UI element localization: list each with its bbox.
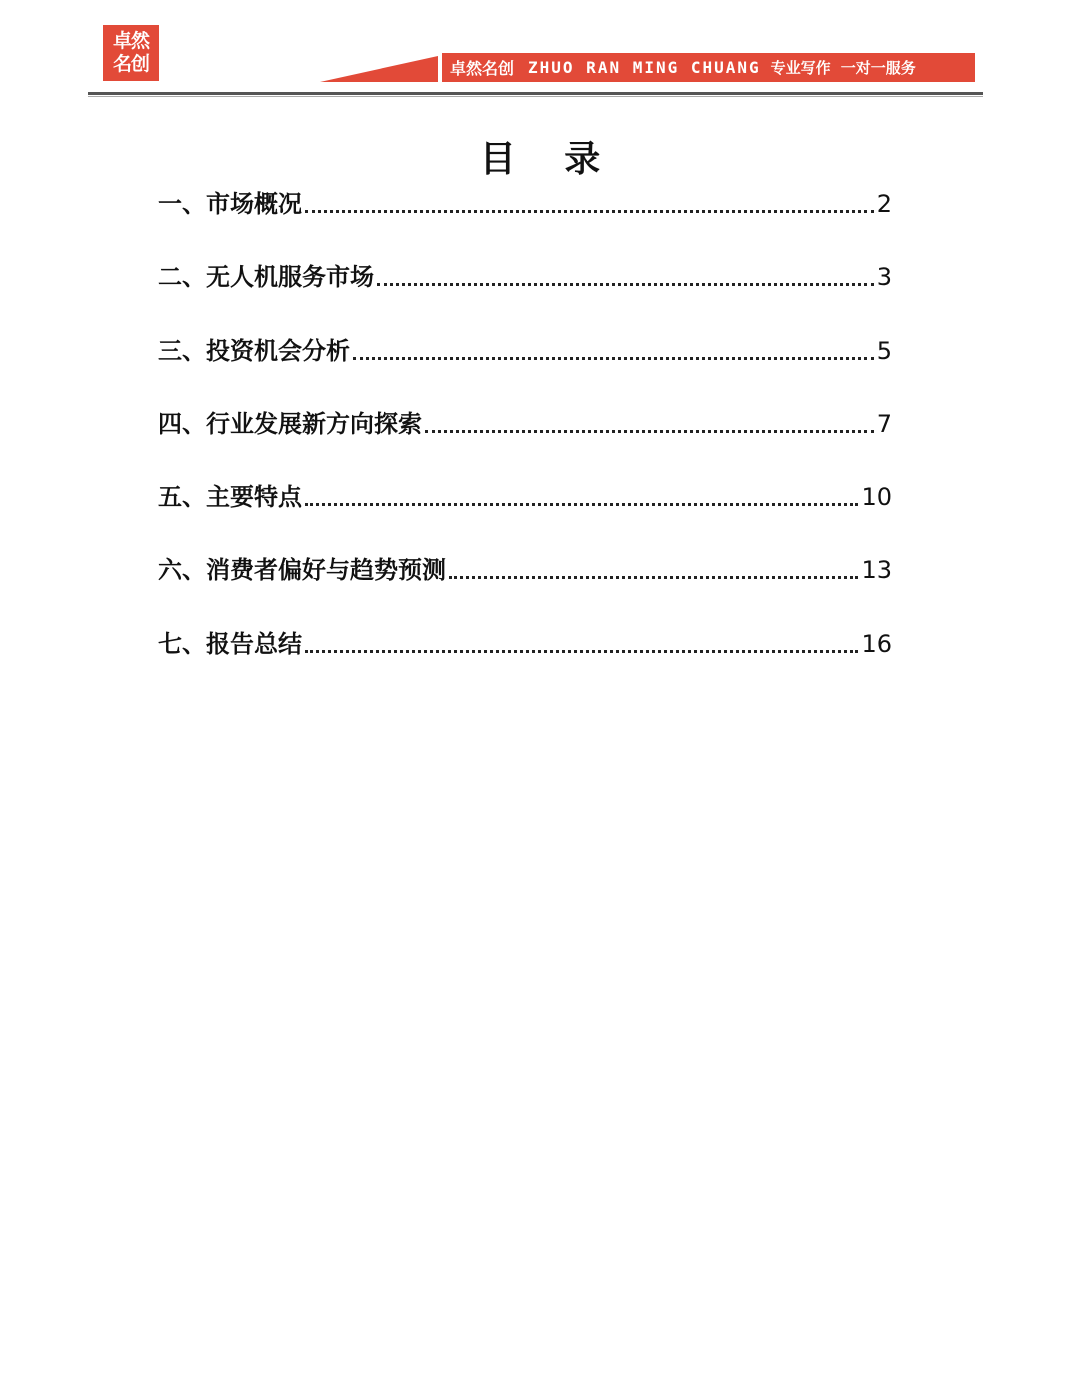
- banner-brand-cn: 卓然名创: [450, 58, 515, 78]
- banner-text: [443, 53, 973, 81]
- header-divider: [88, 92, 983, 95]
- header-divider-thin: [88, 96, 983, 97]
- toc-entry-page: 10: [861, 483, 892, 512]
- toc-entry-page: 7: [876, 409, 892, 438]
- banner-brand-en: ZHUO RAN MING CHUANG: [528, 57, 761, 77]
- toc-entry-page: 13: [861, 556, 892, 585]
- toc-entry-page: 3: [876, 263, 892, 292]
- toc-entry-page: 2: [876, 190, 892, 218]
- toc-entry[interactable]: [158, 330, 892, 372]
- page-header: [0, 0, 1080, 100]
- toc-entry[interactable]: [158, 256, 892, 298]
- toc-entry-label: 一、市场概况: [158, 190, 302, 218]
- toc-leader-dots: [377, 282, 874, 286]
- toc-entry[interactable]: [158, 623, 892, 665]
- toc-entry-label: 三、投资机会分析: [158, 336, 350, 365]
- table-of-contents: [158, 183, 892, 696]
- toc-entry[interactable]: [158, 476, 892, 518]
- toc-title: 目 录: [479, 139, 619, 180]
- toc-leader-dots: [425, 429, 874, 433]
- toc-entry-page: 16: [861, 629, 892, 658]
- toc-leader-dots: [305, 649, 858, 653]
- toc-leader-dots: [305, 209, 874, 213]
- toc-entry-label: 四、行业发展新方向探索: [158, 409, 422, 438]
- logo-line-2: 名创: [112, 53, 149, 75]
- brand-logo: [103, 25, 159, 81]
- toc-entry-label: 五、主要特点: [158, 483, 302, 512]
- toc-entry-label: 六、消费者偏好与趋势预测: [158, 556, 446, 585]
- toc-leader-dots: [449, 575, 858, 579]
- toc-entry-page: 5: [876, 336, 892, 365]
- toc-leader-dots: [353, 356, 874, 360]
- toc-entry[interactable]: [158, 549, 892, 591]
- toc-entry[interactable]: [158, 403, 892, 445]
- toc-leader-dots: [305, 502, 858, 506]
- toc-entry-label: 二、无人机服务市场: [158, 263, 374, 292]
- logo-line-1: 卓然: [112, 30, 149, 52]
- toc-entry-label: 七、报告总结: [158, 629, 302, 658]
- toc-entry[interactable]: [158, 183, 892, 225]
- banner-service: 一对一服务: [840, 58, 916, 77]
- banner-slogan: 专业写作: [770, 58, 831, 77]
